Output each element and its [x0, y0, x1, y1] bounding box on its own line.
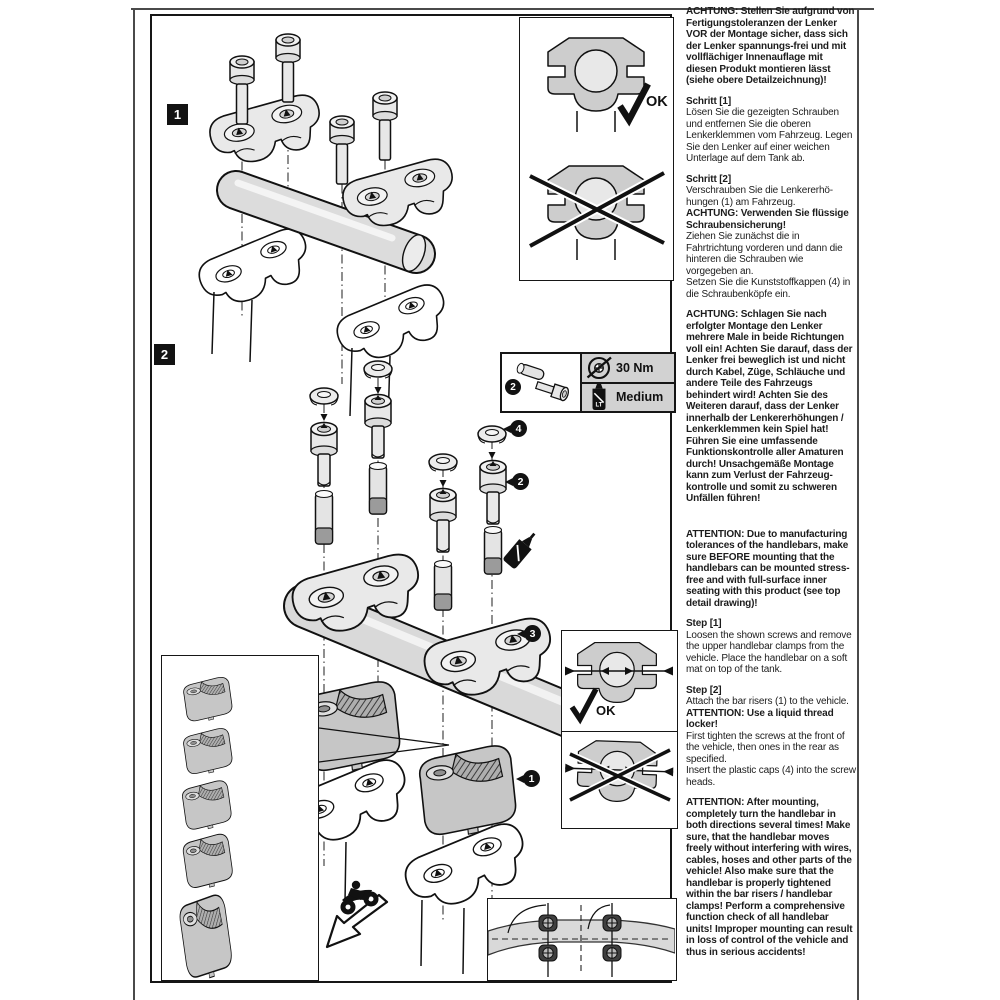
handlebar-top-view-illustration — [488, 899, 675, 979]
instructions-german — [686, 6, 856, 505]
ok-label: OK — [646, 94, 668, 110]
en-step2-heading: Step [2] — [686, 684, 722, 696]
callout-upper-clamp: 3 — [524, 625, 541, 642]
page-right-rule — [857, 8, 859, 1000]
de-step1-heading: Schritt [1] — [686, 95, 732, 107]
riding-direction-icon — [327, 881, 387, 947]
alignment-ok-box — [561, 630, 678, 732]
en-step1-body: Loosen the shown screws and remove the upper handlebar clamps from the vehicle. Place the handlebar on a soft mat on top of the tank. — [686, 629, 852, 675]
de-step2-heading: Schritt [2] — [686, 173, 732, 185]
alignment-ok-illustration — [562, 631, 676, 730]
de-step2-body-1: Verschrauben Sie die Lenkererhö-hungen (1) am Fahrzeug. — [686, 185, 833, 208]
de-step2-warning: ACHTUNG: Verwenden Sie flüssige Schraubensicherung! — [686, 208, 849, 231]
step1-exploded-diagram — [193, 34, 459, 424]
plastic-cap — [310, 361, 506, 487]
de-warning-intro: ACHTUNG: Stellen Sie aufgrund von Fertigungstoleranzen der Lenker VOR der Montage sicher, dass sich der Lenker spannungs-frei und mit vollflächiger Innenauflage mit diesen Produkt montieren lässt (siehe obere Detailzeichnung)! — [686, 6, 855, 86]
callout-plastic-cap: 4 — [510, 420, 527, 437]
threadlocker-bottle-icon — [502, 528, 540, 569]
clamp-cross-section-illustration — [520, 18, 672, 279]
en-step1-heading: Step [1] — [686, 618, 722, 629]
en-step2-body-2: First tighten the screws at the front of the vehicle, then ones in the rear as specified. — [686, 730, 845, 765]
threadlocker-value: Medium — [616, 390, 664, 405]
upper-handlebar-clamp — [288, 551, 558, 702]
en-step2-warning: ATTENTION: Use a liquid thread locker! — [686, 707, 834, 730]
page-left-rule — [133, 8, 135, 1000]
kit-badge: 2 — [505, 379, 521, 395]
threadlocker-row — [582, 382, 674, 412]
handlebar-alignment-box — [487, 898, 677, 981]
instructions-column — [686, 6, 856, 958]
torque-spec-row — [582, 354, 674, 382]
no-power-tool-icon — [586, 355, 612, 381]
en-warning-final: ATTENTION: After mounting, completely turn the handlebar in both directions several times! Make sure, that the handlebar moves freely without interfering with wires, cables, hoses and other parts of the vehicle! Also make sure that the handlebar is properly tightened within the bar risers / handlebar clamps! Perform a comprehensive function check of all handlebar units! Improper mounting can result in loss of control of the vehicle and thus in serious accidents! — [686, 797, 853, 958]
en-step2-body-1: Attach the bar risers (1) to the vehicle. — [686, 696, 849, 707]
ok-label: OK — [596, 703, 616, 718]
torque-value: 30 Nm — [616, 360, 654, 375]
checkmark-icon — [572, 689, 596, 719]
threadlocker-bottle-icon — [586, 384, 612, 410]
de-step2-body-3: Setzen Sie die Kunststoffkappen (4) in die Schraubenköpfe ein. — [686, 277, 851, 300]
alignment-wrong-illustration — [562, 732, 676, 827]
spec-box — [500, 352, 676, 413]
riser-variants-box — [161, 655, 319, 981]
en-step2-body-3: Insert the plastic caps (4) into the screw heads. — [686, 765, 856, 788]
diagram-panel — [150, 14, 672, 983]
step-2-marker: 2 — [154, 344, 175, 365]
step-1-marker: 1 — [167, 104, 188, 125]
riser-variants-illustration — [162, 656, 317, 979]
alignment-wrong-box — [561, 731, 678, 829]
de-warning-final: ACHTUNG: Schlagen Sie nach erfolgter Montage den Lenker mehrere Male in beide Richtungen voll ein! Achten Sie darauf, dass der Lenker frei beweglich ist und nicht durch Kabel, Züge, Schläuche und andere Teile des Fahrzeugs behindert wird! Achten Sie des Weiteren darauf, dass der Lenker innerhalb der Lenkererhöhungen / Lenkerklemmen kein Spiel hat! Führen Sie eine umfassende Funktionskontrolle aller Amaturen durch! Unsachgemäße Montage kann zum Verlust der Fahrzeug-kontrolle und somit zu schweren Unfällen führen! — [686, 309, 853, 504]
en-warning-intro: ATTENTION: Due to manufacturing tolerances of the handlebars, make sure BEFORE mounting that the handlebars can be mounted stress-free and with full-surface inner seating with this product (see top detail drawing)! — [686, 528, 850, 609]
de-step2-body-2: Ziehen Sie zunächst die in Fahrtrichtung vorderen und dann die hinteren die Schrauben wie vorgegeben an. — [686, 231, 843, 277]
callout-bar-riser: 1 — [523, 770, 540, 787]
seating-detail-box — [519, 17, 674, 281]
de-step1-body: Lösen Sie die gezeigten Schrauben und entfernen Sie die oberen Lenkerklemmen vom Fahrzeug. Legen Sie den Lenker auf einer weichen Unterlage auf dem Tank ab. — [686, 107, 853, 164]
callout-screw: 2 — [512, 473, 529, 490]
socket-screw — [311, 395, 506, 553]
instructions-english — [686, 529, 856, 959]
bottle-label: LT — [595, 402, 603, 409]
hardware-kit-cell — [502, 354, 580, 411]
